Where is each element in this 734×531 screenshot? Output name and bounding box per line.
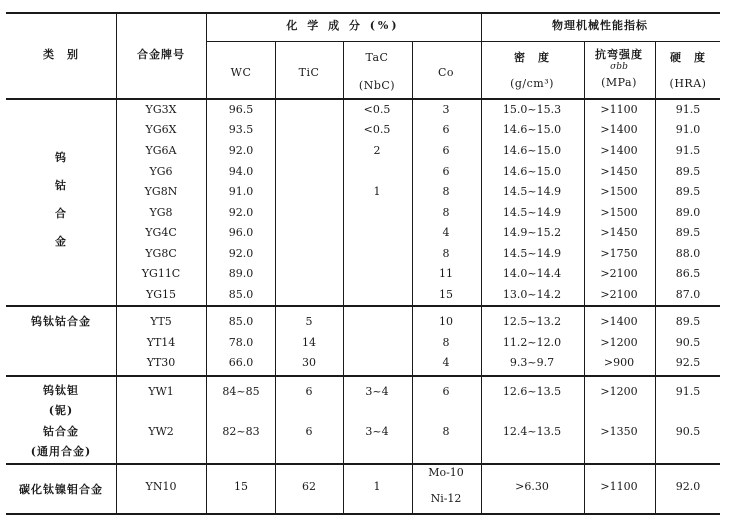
cell-density: 14.5~14.9 bbox=[502, 247, 562, 260]
cell-co: 10 bbox=[439, 315, 453, 328]
header-chemical-composition: 化 学 成 分 (%) bbox=[286, 19, 400, 32]
cell-co: 11 bbox=[439, 267, 453, 280]
cell-hardness: 89.5 bbox=[675, 315, 701, 328]
cell-hardness: 91.5 bbox=[675, 103, 701, 116]
cell-grade: YG11C bbox=[141, 267, 181, 280]
col-rule-2 bbox=[206, 12, 207, 515]
col-rule-6 bbox=[481, 12, 482, 515]
group-general: (铌) bbox=[48, 404, 74, 417]
header-strength-symbol: σbb bbox=[610, 62, 628, 72]
cell-co: 15 bbox=[439, 288, 453, 301]
cell-hardness: 87.0 bbox=[675, 288, 701, 301]
cell-co: 6 bbox=[442, 144, 450, 157]
cell-density: 13.0~14.2 bbox=[502, 288, 562, 301]
header-density-unit: (g/cm³) bbox=[510, 77, 554, 90]
cell-tic: 62 bbox=[302, 480, 316, 493]
cell-wc: 85.0 bbox=[228, 315, 254, 328]
cell-density: 14.6~15.0 bbox=[502, 165, 562, 178]
rule-top bbox=[6, 12, 720, 14]
cell-tac: 1 bbox=[373, 480, 381, 493]
cell-hardness: 92.5 bbox=[675, 356, 701, 369]
cell-density: 14.9~15.2 bbox=[502, 226, 562, 239]
cell-strength: >1500 bbox=[600, 206, 638, 219]
cell-wc: 93.5 bbox=[228, 123, 254, 136]
cell-co: 3 bbox=[442, 103, 450, 116]
rule-header-bottom bbox=[6, 98, 720, 100]
cell-density: 15.0~15.3 bbox=[502, 103, 562, 116]
cell-wc: 82~83 bbox=[222, 425, 260, 438]
cell-co: 8 bbox=[442, 206, 450, 219]
cell-wc: 92.0 bbox=[228, 206, 254, 219]
cell-tac: 3~4 bbox=[365, 425, 389, 438]
cell-strength: >2100 bbox=[600, 267, 638, 280]
header-hardness-unit: (HRA) bbox=[669, 77, 707, 90]
cell-strength: >1100 bbox=[600, 103, 638, 116]
cell-strength: >1400 bbox=[600, 315, 638, 328]
cell-hardness: 89.5 bbox=[675, 226, 701, 239]
cell-grade: YW2 bbox=[148, 425, 174, 438]
cell-co: 6 bbox=[442, 123, 450, 136]
cell-tic: 6 bbox=[305, 425, 313, 438]
cell-wc: 15 bbox=[234, 480, 248, 493]
header-wc: WC bbox=[230, 66, 252, 79]
cell-co: Mo-10 bbox=[428, 466, 464, 479]
group-wc-co-char: 钴 bbox=[55, 179, 67, 192]
cell-density: 14.6~15.0 bbox=[502, 144, 562, 157]
cell-grade: YT30 bbox=[146, 356, 176, 369]
col-rule-1 bbox=[116, 12, 117, 515]
rule-group-2 bbox=[6, 375, 720, 377]
cell-hardness: 91.0 bbox=[675, 123, 701, 136]
cell-strength: >1400 bbox=[600, 144, 638, 157]
cell-grade: YT14 bbox=[146, 336, 176, 349]
cell-co: 8 bbox=[442, 336, 450, 349]
header-category: 类 别 bbox=[43, 48, 79, 61]
cell-hardness: 89.0 bbox=[675, 206, 701, 219]
cell-co: 4 bbox=[442, 226, 450, 239]
cell-wc: 66.0 bbox=[228, 356, 254, 369]
cell-density: 11.2~12.0 bbox=[502, 336, 562, 349]
group-wc-co-char: 合 bbox=[55, 207, 67, 220]
cell-grade: YG8N bbox=[144, 185, 178, 198]
cell-density: 12.4~13.5 bbox=[502, 425, 562, 438]
rule-group-1 bbox=[6, 305, 720, 307]
cell-strength: >1750 bbox=[600, 247, 638, 260]
group-general: 钨钛钽 bbox=[43, 384, 79, 397]
cell-grade: YG6A bbox=[145, 144, 177, 157]
cell-grade: YG4C bbox=[145, 226, 177, 239]
rule-bottom bbox=[6, 513, 720, 515]
cell-wc: 78.0 bbox=[228, 336, 254, 349]
header-strength-unit: (MPa) bbox=[601, 76, 637, 89]
cell-grade: YG8C bbox=[145, 247, 177, 260]
cell-strength: >1100 bbox=[600, 480, 638, 493]
cell-tac: 1 bbox=[373, 185, 381, 198]
group-general: (通用合金) bbox=[30, 445, 92, 458]
cell-grade: YT5 bbox=[150, 315, 172, 328]
cell-grade: YG15 bbox=[145, 288, 177, 301]
cell-grade: YG6X bbox=[145, 123, 177, 136]
cell-co: 4 bbox=[442, 356, 450, 369]
col-rule-4 bbox=[343, 41, 344, 515]
cell-co: 8 bbox=[442, 185, 450, 198]
cell-grade: YG8 bbox=[149, 206, 173, 219]
cell-tac: <0.5 bbox=[363, 103, 391, 116]
cell-grade: YW1 bbox=[148, 385, 174, 398]
cell-wc: 92.0 bbox=[228, 144, 254, 157]
cell-hardness: 89.5 bbox=[675, 165, 701, 178]
cell-strength: >900 bbox=[603, 356, 635, 369]
cell-wc: 85.0 bbox=[228, 288, 254, 301]
cell-hardness: 86.5 bbox=[675, 267, 701, 280]
header-density: 密 度 bbox=[514, 51, 550, 64]
header-physical-properties: 物理机械性能指标 bbox=[552, 19, 648, 32]
cell-density: 14.0~14.4 bbox=[502, 267, 562, 280]
header-tac: TaC bbox=[365, 51, 389, 64]
cell-density: 14.6~15.0 bbox=[502, 123, 562, 136]
cell-tac: 2 bbox=[373, 144, 381, 157]
rule-subheader bbox=[207, 41, 720, 42]
cell-wc: 91.0 bbox=[228, 185, 254, 198]
cell-tic: 6 bbox=[305, 385, 313, 398]
col-rule-5 bbox=[412, 41, 413, 515]
cell-hardness: 92.0 bbox=[675, 480, 701, 493]
cell-wc: 92.0 bbox=[228, 247, 254, 260]
group-wc-co-char: 钨 bbox=[55, 151, 67, 164]
col-rule-7 bbox=[584, 41, 585, 515]
cell-wc: 94.0 bbox=[228, 165, 254, 178]
cell-wc: 96.0 bbox=[228, 226, 254, 239]
header-nbc: (NbC) bbox=[358, 79, 396, 92]
cell-hardness: 89.5 bbox=[675, 185, 701, 198]
cell-wc: 96.5 bbox=[228, 103, 254, 116]
cell-tic: 30 bbox=[302, 356, 316, 369]
cell-strength: >1200 bbox=[600, 336, 638, 349]
cell-grade: YG6 bbox=[149, 165, 173, 178]
col-rule-3 bbox=[275, 41, 276, 515]
cell-wc: 84~85 bbox=[222, 385, 260, 398]
cell-strength: >2100 bbox=[600, 288, 638, 301]
cell-grade: YN10 bbox=[145, 480, 177, 493]
cell-co-extra: Ni-12 bbox=[430, 492, 462, 505]
group-wc-tic-co: 钨钛钴合金 bbox=[31, 315, 91, 328]
cell-density: 12.6~13.5 bbox=[502, 385, 562, 398]
cell-strength: >1500 bbox=[600, 185, 638, 198]
group-tic-ni: 碳化钛镍钼合金 bbox=[19, 483, 103, 496]
header-hardness: 硬 度 bbox=[670, 51, 706, 64]
cell-co: 8 bbox=[442, 425, 450, 438]
cell-hardness: 90.5 bbox=[675, 336, 701, 349]
cell-co: 6 bbox=[442, 385, 450, 398]
cell-density: 14.5~14.9 bbox=[502, 206, 562, 219]
cell-density: >6.30 bbox=[515, 480, 549, 493]
col-rule-8 bbox=[655, 41, 656, 515]
cell-strength: >1400 bbox=[600, 123, 638, 136]
cell-strength: >1350 bbox=[600, 425, 638, 438]
cell-strength: >1200 bbox=[600, 385, 638, 398]
cell-strength: >1450 bbox=[600, 226, 638, 239]
cell-tac: <0.5 bbox=[363, 123, 391, 136]
group-general: 钴合金 bbox=[43, 425, 79, 438]
rule-group-3 bbox=[6, 463, 720, 465]
cell-hardness: 90.5 bbox=[675, 425, 701, 438]
cell-hardness: 91.5 bbox=[675, 144, 701, 157]
cell-hardness: 91.5 bbox=[675, 385, 701, 398]
cell-density: 9.3~9.7 bbox=[509, 356, 555, 369]
cell-tic: 14 bbox=[302, 336, 316, 349]
cell-co: 8 bbox=[442, 247, 450, 260]
cell-density: 14.5~14.9 bbox=[502, 185, 562, 198]
group-wc-co-char: 金 bbox=[55, 235, 67, 248]
cell-co: 6 bbox=[442, 165, 450, 178]
header-co: Co bbox=[437, 66, 455, 79]
cell-tic: 5 bbox=[305, 315, 313, 328]
cell-strength: >1450 bbox=[600, 165, 638, 178]
cell-wc: 89.0 bbox=[228, 267, 254, 280]
cell-density: 12.5~13.2 bbox=[502, 315, 562, 328]
cell-tac: 3~4 bbox=[365, 385, 389, 398]
header-grade: 合金牌号 bbox=[137, 48, 185, 61]
cell-hardness: 88.0 bbox=[675, 247, 701, 260]
header-tic: TiC bbox=[298, 66, 320, 79]
cell-grade: YG3X bbox=[145, 103, 177, 116]
header-strength: 抗弯强度 bbox=[595, 48, 643, 61]
